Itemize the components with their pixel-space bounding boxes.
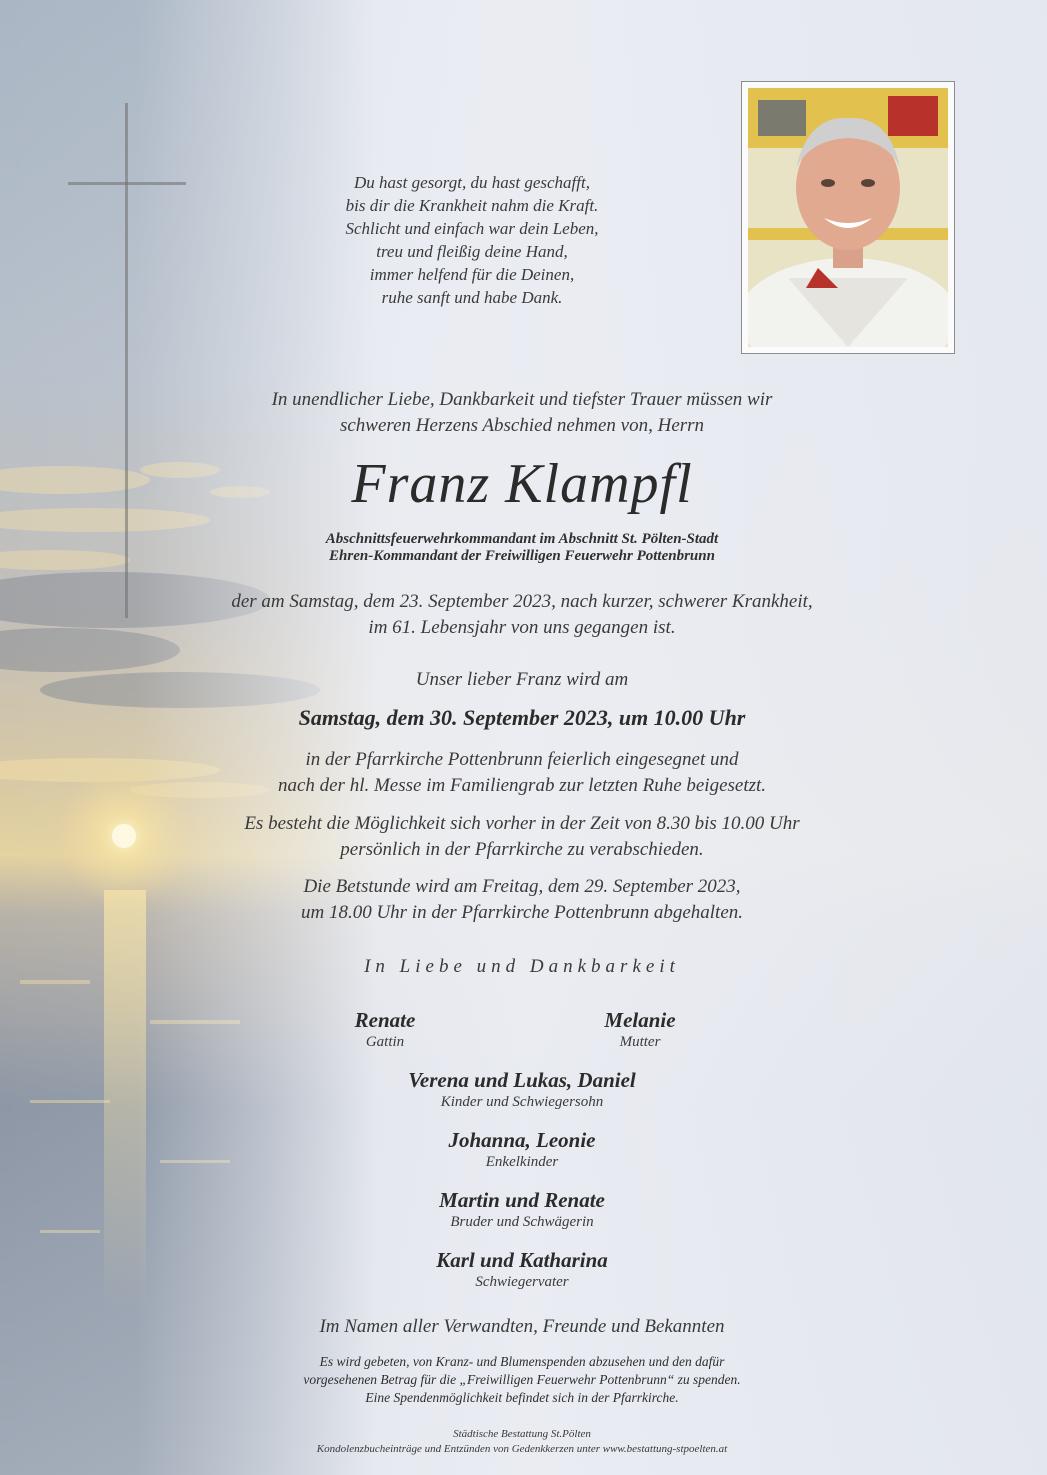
family-role: Mutter <box>619 1034 661 1050</box>
death-line: der am Samstag, dem 23. September 2023, nach kurzer, schwerer Krankheit, <box>231 591 813 612</box>
donation-line: Es wird gebeten, von Kranz- und Blumenspenden abzusehen und den dafür <box>319 1354 725 1369</box>
farewell-intro <box>172 387 872 439</box>
family-role: Schwiegervater <box>475 1274 569 1290</box>
family-member <box>172 1067 872 1111</box>
poem-line: Du hast gesorgt, du hast geschafft, <box>354 173 590 192</box>
family-name: Melanie <box>604 1008 676 1032</box>
family-name: Johanna, Leonie <box>448 1128 596 1152</box>
prayer-line: Die Betstunde wird am Freitag, dem 29. September 2023, <box>303 876 741 897</box>
donation-line: vorgesehenen Betrag für die „Freiwilligen Feuerwehr Pottenbrunn“ zu spenden. <box>303 1372 741 1387</box>
title-line: Abschnittsfeuerwehrkommandant im Abschnitt St. Pölten-Stadt <box>325 531 719 547</box>
poem-line: treu und fleißig deine Hand, <box>376 242 568 261</box>
blessing-line: in der Pfarrkirche Pottenbrunn feierlich eingesegnet und <box>305 749 739 770</box>
viewing-line: persönlich in der Pfarrkirche zu verabschieden. <box>340 839 704 860</box>
poem-line: ruhe sanft und habe Dank. <box>381 288 563 307</box>
viewing-line: Es besteht die Möglichkeit sich vorher in der Zeit von 8.30 bis 10.00 Uhr <box>244 813 800 834</box>
poem-line: immer helfend für die Deinen, <box>369 265 575 284</box>
funeral-date: Samstag, dem 30. September 2023, um 10.00 Uhr <box>298 705 746 730</box>
family-member <box>285 1007 485 1051</box>
family-member <box>540 1007 740 1051</box>
family-name: Renate <box>354 1008 416 1032</box>
relatives-line: Im Namen aller Verwandten, Freunde und Bekannten <box>319 1316 725 1337</box>
portrait-photo <box>748 88 948 347</box>
poem-line: Schlicht und einfach war dein Leben, <box>345 219 599 238</box>
title-line: Ehren-Kommandant der Freiwilligen Feuerwehr Pottenbrunn <box>329 548 715 564</box>
poem-line: bis dir die Krankheit nahm die Kraft. <box>345 196 599 215</box>
family-role: Enkelkinder <box>485 1154 559 1170</box>
family-member <box>172 1247 872 1291</box>
intro-line: schweren Herzens Abschied nehmen von, Herrn <box>339 415 705 436</box>
family-role: Gattin <box>365 1034 405 1050</box>
cross-icon-horizontal <box>68 182 186 185</box>
memorial-poem <box>172 171 772 309</box>
deceased-titles <box>172 531 872 565</box>
intro-line: In unendlicher Liebe, Dankbarkeit und tiefster Trauer müssen wir <box>271 389 773 410</box>
death-notice <box>172 589 872 641</box>
family-name: Karl und Katharina <box>436 1248 608 1272</box>
family-role: Kinder und Schwiegersohn <box>440 1094 604 1110</box>
donation-line: Eine Spendenmöglichkeit befindet sich in der Pfarrkirche. <box>365 1390 679 1405</box>
funeral-intro: Unser lieber Franz wird am <box>415 669 629 690</box>
blessing-text <box>172 747 872 799</box>
deceased-name: Franz Klampfl <box>351 453 693 515</box>
family-name: Martin und Renate <box>439 1188 605 1212</box>
family-member <box>172 1127 872 1171</box>
death-line: im 61. Lebensjahr von uns gegangen ist. <box>368 617 676 638</box>
prayer-text <box>172 874 872 926</box>
prayer-line: um 18.00 Uhr in der Pfarrkirche Pottenbrunn abgehalten. <box>300 902 744 923</box>
footer-line: Kondolenzbucheinträge und Entzünden von Gedenkkerzen unter www.bestattung-stpoelten.at <box>316 1443 728 1455</box>
donation-note <box>172 1353 872 1407</box>
footer <box>172 1427 872 1457</box>
gratitude-heading: In Liebe und Dankbarkeit <box>364 956 680 977</box>
footer-line: Städtische Bestattung St.Pölten <box>453 1428 591 1440</box>
family-role: Bruder und Schwägerin <box>450 1214 594 1230</box>
viewing-text <box>172 811 872 863</box>
family-member <box>172 1187 872 1231</box>
blessing-line: nach der hl. Messe im Familiengrab zur letzten Ruhe beigesetzt. <box>277 775 767 796</box>
cross-icon-vertical <box>125 103 128 618</box>
family-name: Verena und Lukas, Daniel <box>408 1068 636 1092</box>
